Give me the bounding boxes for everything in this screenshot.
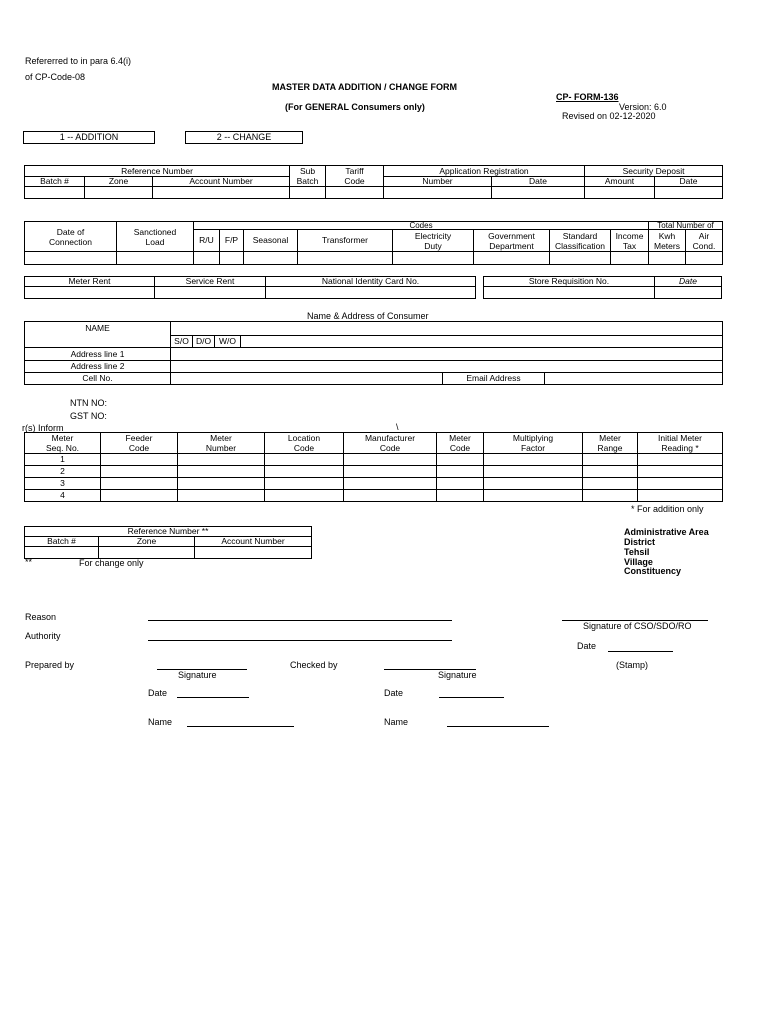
seasonal-header: Seasonal [244, 230, 298, 252]
cso-date-label: Date [577, 641, 597, 651]
meter-cell[interactable] [484, 454, 583, 466]
app-reg-header: Application Registration [384, 166, 585, 177]
fp-field[interactable] [220, 252, 244, 265]
meter-code-header: Meter Code [437, 433, 484, 454]
name-field[interactable] [171, 322, 723, 336]
meter-cell[interactable] [484, 478, 583, 490]
form-version: Version: 6.0 [619, 102, 667, 112]
meter-seq-cell: 1 [25, 454, 101, 466]
income-tax-field[interactable] [611, 252, 649, 265]
meter-cell[interactable] [344, 466, 437, 478]
change-account-field[interactable] [195, 547, 312, 559]
amount-field[interactable] [585, 187, 655, 199]
meter-range-header: Meter Range [583, 433, 638, 454]
fp-header: F/P [220, 230, 244, 252]
ru-field[interactable] [194, 252, 220, 265]
table-row [25, 478, 723, 490]
tariff-code-header: Tariff Code [326, 166, 384, 187]
meter-seq-header: Meter Seq. No. [25, 433, 101, 454]
change-note: For change only [79, 558, 144, 568]
cell-label: Cell No. [25, 373, 171, 385]
meter-cell[interactable] [265, 466, 344, 478]
meter-seq-cell: 2 [25, 466, 101, 478]
address-line-2-label: Address line 2 [25, 361, 171, 373]
air-cond-header: Air Cond. [686, 230, 723, 252]
electricity-duty-header: Electricity Duty [393, 230, 474, 252]
meter-cell[interactable] [583, 478, 638, 490]
village-label: Village [624, 557, 653, 567]
meter-seq-cell: 3 [25, 478, 101, 490]
gst-label: GST NO: [70, 411, 107, 421]
prepared-signature-line[interactable] [157, 659, 247, 670]
authority-line[interactable] [148, 630, 452, 641]
ref-number-header: Reference Number [25, 166, 290, 177]
stamp-label: (Stamp) [616, 660, 649, 670]
reason-line[interactable] [148, 610, 452, 621]
checked-signature-line[interactable] [384, 659, 476, 670]
cso-signature-label: Signature of CSO/SDO/RO [583, 621, 692, 631]
wo-option[interactable]: W/O [215, 336, 241, 348]
meter-cell[interactable] [265, 490, 344, 502]
meter-cell[interactable] [638, 490, 723, 502]
admin-area-label: Administrative Area [624, 527, 709, 537]
change-ref-header: Reference Number ** [25, 527, 312, 537]
meter-cell[interactable] [344, 478, 437, 490]
electricity-duty-field[interactable] [393, 252, 474, 265]
income-tax-header: Income Tax [611, 230, 649, 252]
meter-cell[interactable] [437, 454, 484, 466]
prepared-by-label: Prepared by [25, 660, 75, 670]
meter-cell[interactable] [101, 466, 178, 478]
email-field[interactable] [545, 373, 723, 385]
rent-table [24, 276, 476, 299]
initial-reading-header: Initial Meter Reading * [638, 433, 723, 454]
change-batch-header: Batch # [25, 537, 99, 547]
nic-header: National Identity Card No. [266, 277, 476, 287]
sub-batch-field[interactable] [290, 187, 326, 199]
zone-field[interactable] [85, 187, 153, 199]
form-title: MASTER DATA ADDITION / CHANGE FORM [272, 82, 457, 92]
ref-line-1: Refererred to in para 6.4(i) [25, 56, 132, 66]
zone-header: Zone [85, 177, 153, 187]
service-rent-field[interactable] [155, 287, 266, 299]
sanctioned-load-field[interactable] [117, 252, 194, 265]
meter-cell[interactable] [484, 466, 583, 478]
meter-cell[interactable] [484, 490, 583, 502]
meter-info-label: r(s) Inform [22, 423, 64, 433]
store-date-header: Date [655, 277, 722, 287]
meter-cell[interactable] [101, 454, 178, 466]
change-note-mark: ** [25, 557, 33, 567]
meter-cell[interactable] [344, 454, 437, 466]
store-table [483, 276, 722, 299]
feeder-code-header: Feeder Code [101, 433, 178, 454]
meter-cell[interactable] [437, 490, 484, 502]
prepared-date-label: Date [148, 688, 168, 698]
ref-line-2: of CP-Code-08 [25, 72, 86, 82]
meter-cell[interactable] [178, 454, 265, 466]
sub-batch-header: Sub Batch [290, 166, 326, 187]
std-class-field[interactable] [550, 252, 611, 265]
kwh-meters-header: Kwh Meters [649, 230, 686, 252]
meter-cell[interactable] [265, 478, 344, 490]
checked-signature-label: Signature [438, 670, 477, 680]
meter-seq-cell: 4 [25, 490, 101, 502]
amount-header: Amount [585, 177, 655, 187]
account-header: Account Number [153, 177, 290, 187]
total-number-header: Total Number of [649, 222, 723, 230]
meter-cell[interactable] [178, 466, 265, 478]
meter-table [24, 432, 723, 502]
father-name-field[interactable] [241, 336, 723, 348]
meter-cell[interactable] [265, 454, 344, 466]
security-date-field[interactable] [655, 187, 723, 199]
form-subtitle: (For GENERAL Consumers only) [285, 102, 425, 112]
address-line-2-field[interactable] [171, 361, 723, 373]
transformer-header: Transformer [298, 230, 393, 252]
app-number-header: Number [384, 177, 492, 187]
backslash-mark: \ [396, 422, 399, 432]
store-requisition-header: Store Requisition No. [484, 277, 655, 287]
do-option[interactable]: D/O [193, 336, 215, 348]
govt-dept-header: Government Department [474, 230, 550, 252]
meter-cell[interactable] [178, 490, 265, 502]
table-row [25, 454, 723, 466]
app-number-field[interactable] [384, 187, 492, 199]
meter-cell[interactable] [638, 466, 723, 478]
ru-header: R/U [194, 230, 220, 252]
store-requisition-field[interactable] [484, 287, 655, 299]
air-cond-field[interactable] [686, 252, 723, 265]
checked-date-label: Date [384, 688, 404, 698]
district-label: District [624, 537, 656, 547]
meter-rent-header: Meter Rent [25, 277, 155, 287]
change-ref-table [24, 526, 312, 559]
form-number: CP- FORM-136 [556, 92, 619, 102]
nic-field[interactable] [266, 287, 476, 299]
change-zone-field[interactable] [99, 547, 195, 559]
multiplying-factor-header: Multiplying Factor [484, 433, 583, 454]
prepared-name-label: Name [148, 717, 173, 727]
date-connection-field[interactable] [25, 252, 117, 265]
checked-name-line[interactable] [447, 716, 549, 727]
table-row [25, 466, 723, 478]
batch-field[interactable] [25, 187, 85, 199]
seasonal-field[interactable] [244, 252, 298, 265]
tariff-field[interactable] [326, 187, 384, 199]
meter-cell[interactable] [101, 490, 178, 502]
meter-number-header: Meter Number [178, 433, 265, 454]
form-revised: Revised on 02-12-2020 [562, 111, 656, 121]
meter-cell[interactable] [583, 490, 638, 502]
constituency-label: Constituency [624, 566, 682, 576]
account-field[interactable] [153, 187, 290, 199]
prepared-date-line[interactable] [177, 687, 249, 698]
security-header: Security Deposit [585, 166, 723, 177]
checked-by-label: Checked by [290, 660, 338, 670]
checked-date-line[interactable] [439, 687, 504, 698]
meter-cell[interactable] [101, 478, 178, 490]
addition-option[interactable]: 1 -- ADDITION [23, 131, 155, 144]
codes-header: Codes [194, 222, 649, 230]
location-code-header: Location Code [265, 433, 344, 454]
prepared-signature-label: Signature [178, 670, 217, 680]
meter-cell[interactable] [583, 454, 638, 466]
cso-date-line[interactable] [608, 641, 673, 652]
transformer-field[interactable] [298, 252, 393, 265]
reason-label: Reason [25, 612, 57, 622]
kwh-meters-field[interactable] [649, 252, 686, 265]
name-label: NAME [25, 322, 171, 348]
app-date-header: Date [492, 177, 585, 187]
address-line-1-label: Address line 1 [25, 348, 171, 361]
date-connection-header: Date of Connection [25, 222, 117, 252]
meter-cell[interactable] [437, 478, 484, 490]
prepared-name-line[interactable] [187, 716, 294, 727]
service-rent-header: Service Rent [155, 277, 266, 287]
app-date-field[interactable] [492, 187, 585, 199]
codes-table [24, 221, 723, 265]
store-date-field[interactable] [655, 287, 722, 299]
batch-header: Batch # [25, 177, 85, 187]
change-option[interactable]: 2 -- CHANGE [185, 131, 303, 144]
change-batch-field[interactable] [25, 547, 99, 559]
reference-table [24, 165, 723, 199]
cell-field[interactable] [171, 373, 443, 385]
address-line-1-field[interactable] [171, 348, 723, 361]
consumer-heading: Name & Address of Consumer [307, 311, 429, 321]
checked-name-label: Name [384, 717, 409, 727]
govt-dept-field[interactable] [474, 252, 550, 265]
tehsil-label: Tehsil [624, 547, 650, 557]
ntn-label: NTN NO: [70, 398, 107, 408]
change-zone-header: Zone [99, 537, 195, 547]
meter-cell[interactable] [437, 466, 484, 478]
addition-note: * For addition only [631, 504, 704, 514]
meter-cell[interactable] [344, 490, 437, 502]
std-class-header: Standard Classification [550, 230, 611, 252]
sanctioned-load-header: Sanctioned Load [117, 222, 194, 252]
cso-signature-line[interactable] [562, 610, 708, 621]
so-option[interactable]: S/O [171, 336, 193, 348]
security-date-header: Date [655, 177, 723, 187]
meter-rent-field[interactable] [25, 287, 155, 299]
change-account-header: Account Number [195, 537, 312, 547]
meter-cell[interactable] [583, 466, 638, 478]
meter-cell[interactable] [638, 454, 723, 466]
meter-cell[interactable] [178, 478, 265, 490]
consumer-table [24, 321, 723, 385]
manufacturer-code-header: Manufacturer Code [344, 433, 437, 454]
email-label: Email Address [443, 373, 545, 385]
authority-label: Authority [25, 631, 61, 641]
table-row [25, 490, 723, 502]
meter-cell[interactable] [638, 478, 723, 490]
